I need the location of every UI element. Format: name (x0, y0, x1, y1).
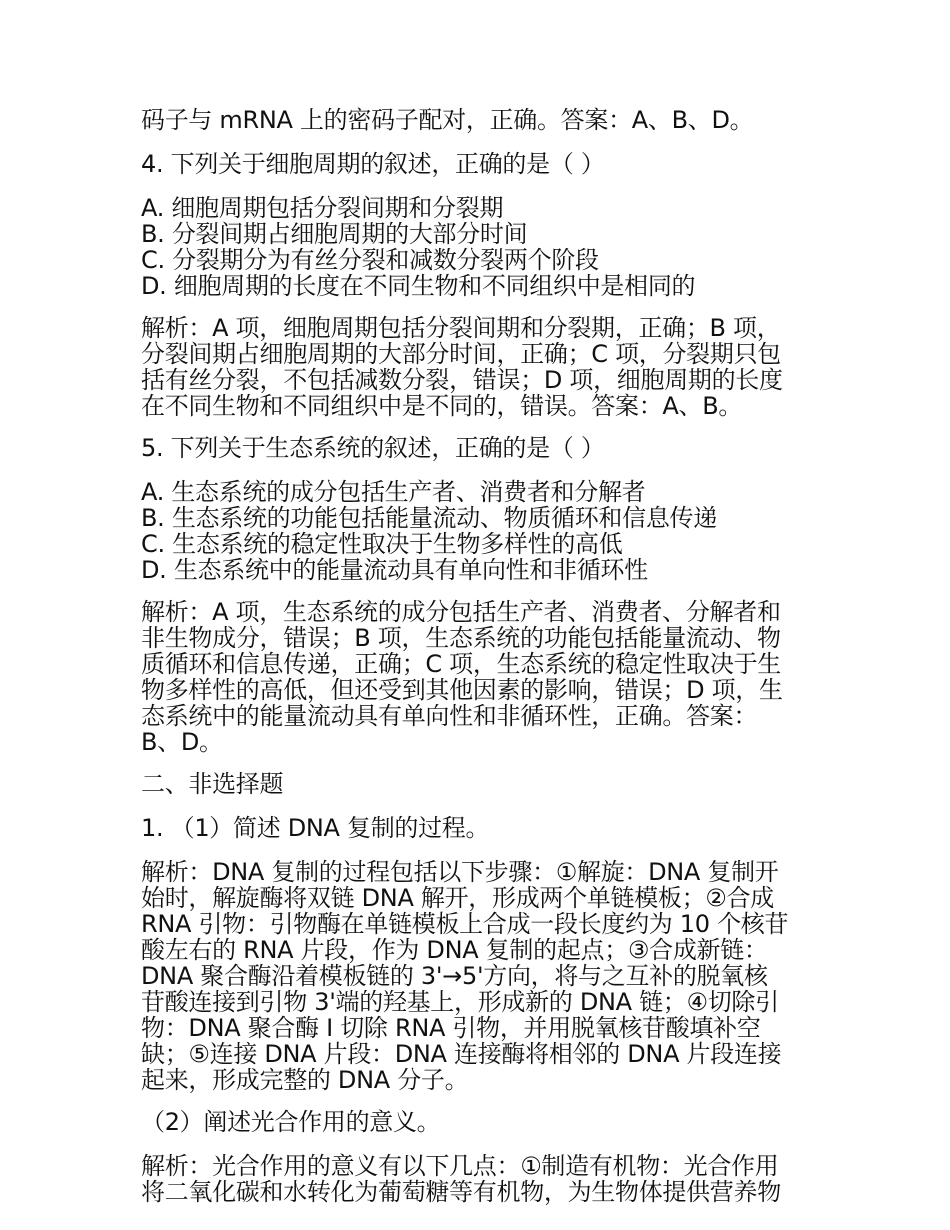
analysis-line: 在不同生物和不同组织中是不同的，错误。答案：A、B。 (141, 392, 743, 420)
option-a: A. 细胞周期包括分裂间期和分裂期 (141, 194, 504, 222)
analysis-line: 酸左右的 RNA 片段，作为 DNA 复制的起点；③合成新链： (141, 936, 768, 964)
analysis-line: 解析：A 项，生态系统的成分包括生产者、消费者、分解者和 (141, 598, 781, 626)
question-1-part-1-analysis (141, 859, 813, 1093)
analysis-line: 将二氧化碳和水转化为葡萄糖等有机物，为生物体提供营养物 (141, 1178, 781, 1206)
analysis-line: 解析：DNA 复制的过程包括以下步骤：①解旋：DNA 复制开 (141, 858, 779, 886)
option-d: D. 生态系统中的能量流动具有单向性和非循环性 (141, 556, 648, 584)
question-5-analysis (141, 599, 813, 755)
analysis-line: 起来，形成完整的 DNA 分子。 (141, 1066, 469, 1094)
option-d: D. 细胞周期的长度在不同生物和不同组织中是相同的 (141, 272, 696, 300)
analysis-line: 苷酸连接到引物 3'端的羟基上，形成新的 DNA 链；④切除引 (141, 988, 779, 1016)
question-4-options (141, 195, 813, 299)
question-1-part-1: 1. （1）简述 DNA 复制的过程。 (141, 814, 490, 842)
analysis-line: 分裂间期占细胞周期的大部分时间，正确；C 项，分裂期只包 (141, 340, 781, 368)
answer-line-prev: 码子与 mRNA 上的密码子配对，正确。答案：A、B、D。 (141, 106, 754, 134)
analysis-line: B、D。 (141, 728, 223, 756)
question-1-part-2: （2）阐述光合作用的意义。 (141, 1108, 441, 1136)
analysis-line: DNA 聚合酶沿着模板链的 3'→5'方向，将与之互补的脱氧核 (141, 962, 768, 990)
analysis-line: 非生物成分，错误；B 项，生态系统的功能包括能量流动、物 (141, 624, 781, 652)
question-5: 5. 下列关于生态系统的叙述，正确的是（ ） (141, 434, 605, 462)
question-4: 4. 下列关于细胞周期的叙述，正确的是（ ） (141, 150, 605, 178)
analysis-line: 质循环和信息传递，正确；C 项，生态系统的稳定性取决于生 (141, 650, 781, 678)
option-c: C. 生态系统的稳定性取决于生物多样性的高低 (141, 530, 623, 558)
option-c: C. 分裂期分为有丝分裂和减数分裂两个阶段 (141, 246, 599, 274)
analysis-line: 物：DNA 聚合酶 I 切除 RNA 引物，并用脱氧核苷酸填补空 (141, 1014, 761, 1042)
document-body (141, 105, 813, 1205)
analysis-line: 括有丝分裂，不包括减数分裂，错误；D 项，细胞周期的长度 (141, 366, 783, 394)
analysis-line: RNA 引物：引物酶在单链模板上合成一段长度约为 10 个核苷 (141, 910, 789, 938)
option-b: B. 生态系统的功能包括能量流动、物质循环和信息传递 (141, 504, 717, 532)
analysis-line: 解析：光合作用的意义有以下几点：①制造有机物：光合作用 (141, 1152, 779, 1180)
section-heading-non-choice: 二、非选择题 (141, 770, 284, 798)
analysis-line: 解析：A 项，细胞周期包括分裂间期和分裂期，正确；B 项， (141, 314, 781, 342)
question-4-analysis (141, 315, 813, 419)
question-5-options (141, 479, 813, 583)
analysis-line: 始时，解旋酶将双链 DNA 解开，形成两个单链模板；②合成 (141, 884, 774, 912)
analysis-line: 物多样性的高低，但还受到其他因素的影响，错误；D 项，生 (141, 676, 783, 704)
analysis-line: 缺；⑤连接 DNA 片段：DNA 连接酶将相邻的 DNA 片段连接 (141, 1040, 782, 1068)
option-b: B. 分裂间期占细胞周期的大部分时间 (141, 220, 528, 248)
option-a: A. 生态系统的成分包括生产者、消费者和分解者 (141, 478, 646, 506)
question-1-part-2-analysis (141, 1153, 813, 1205)
analysis-line: 态系统中的能量流动具有单向性和非循环性，正确。答案： (141, 702, 758, 730)
